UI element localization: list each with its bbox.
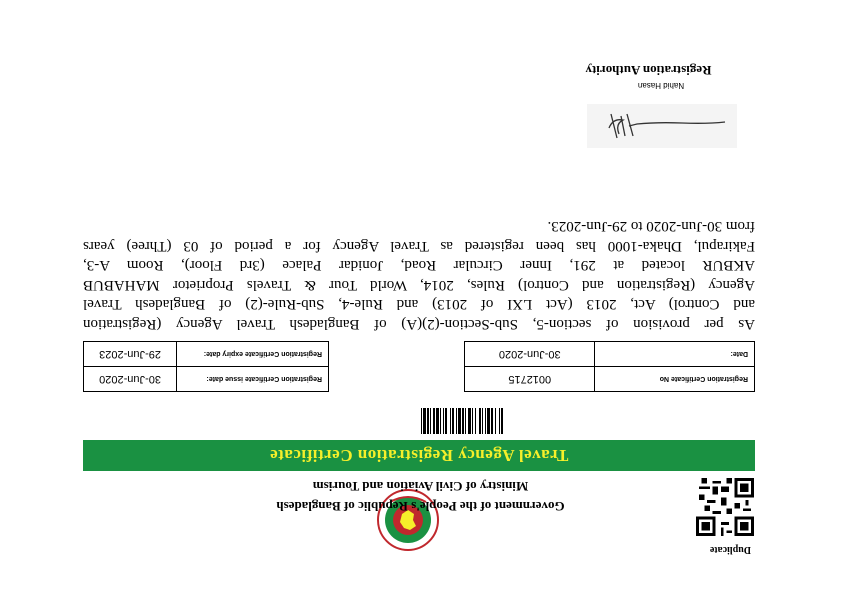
issue-date-label: Registration Certificate issue date: bbox=[177, 367, 329, 392]
ministry-title: Ministry of Civil Aviation and Tourism bbox=[312, 479, 529, 494]
signer-name: Nahid Hasan bbox=[637, 81, 685, 90]
duplicate-label: Duplicate bbox=[709, 544, 751, 555]
issue-date-value: 30-Jun-2020 bbox=[84, 367, 177, 392]
cert-no-label: Registration Certificate No bbox=[595, 367, 755, 392]
body-line-3: Agency (Registration and Control) Rules, 2014, World Tour & Travels Proprietor MAHABUB bbox=[83, 277, 755, 293]
registration-number-table bbox=[464, 341, 755, 392]
certificate-title: Travel Agency Registration Certificate bbox=[269, 446, 569, 465]
registration-authority-label: Registration Authority bbox=[585, 63, 712, 78]
expiry-date-value: 29-Jun-2023 bbox=[84, 342, 177, 367]
body-line-5: Fakirapul, Dhaka-1000 has been registered as Travel Agency for a period of 03 (Three) years bbox=[83, 238, 755, 254]
certificate-banner bbox=[83, 440, 755, 471]
signature-icon bbox=[587, 104, 737, 148]
table-row bbox=[465, 367, 755, 392]
table-row bbox=[84, 342, 329, 367]
body-line-6: from 30-Jun-2020 to 29-Jun-2023. bbox=[547, 218, 755, 235]
body-line-2: and Control) Act, 2013 (Act LXI of 2013) and Rule-4, Sub-Rule-(2) of Bangladesh Travel bbox=[83, 296, 755, 313]
cert-no-value: 0012715 bbox=[465, 367, 596, 392]
table-row bbox=[84, 367, 329, 392]
government-title: Government of the People's Republic of Bangladesh bbox=[276, 499, 565, 514]
expiry-date-label: Registration Certificate expiry date: bbox=[177, 342, 329, 367]
body-line-1: As per provision of section-5, Sub-Section-(2)(A) of Bangladesh Travel Agency (Registration bbox=[83, 316, 755, 332]
body-line-4: AKBUR located at 291, Inner Circular Road, Jonidar Palace (3rd Floor), Room A-3, bbox=[83, 257, 755, 274]
date-value: 30-Jun-2020 bbox=[465, 342, 596, 367]
validity-dates-table bbox=[83, 341, 329, 392]
certificate-body bbox=[83, 216, 755, 333]
date-label: Date: bbox=[595, 342, 755, 367]
table-row bbox=[465, 342, 755, 367]
barcode-icon bbox=[329, 408, 503, 434]
